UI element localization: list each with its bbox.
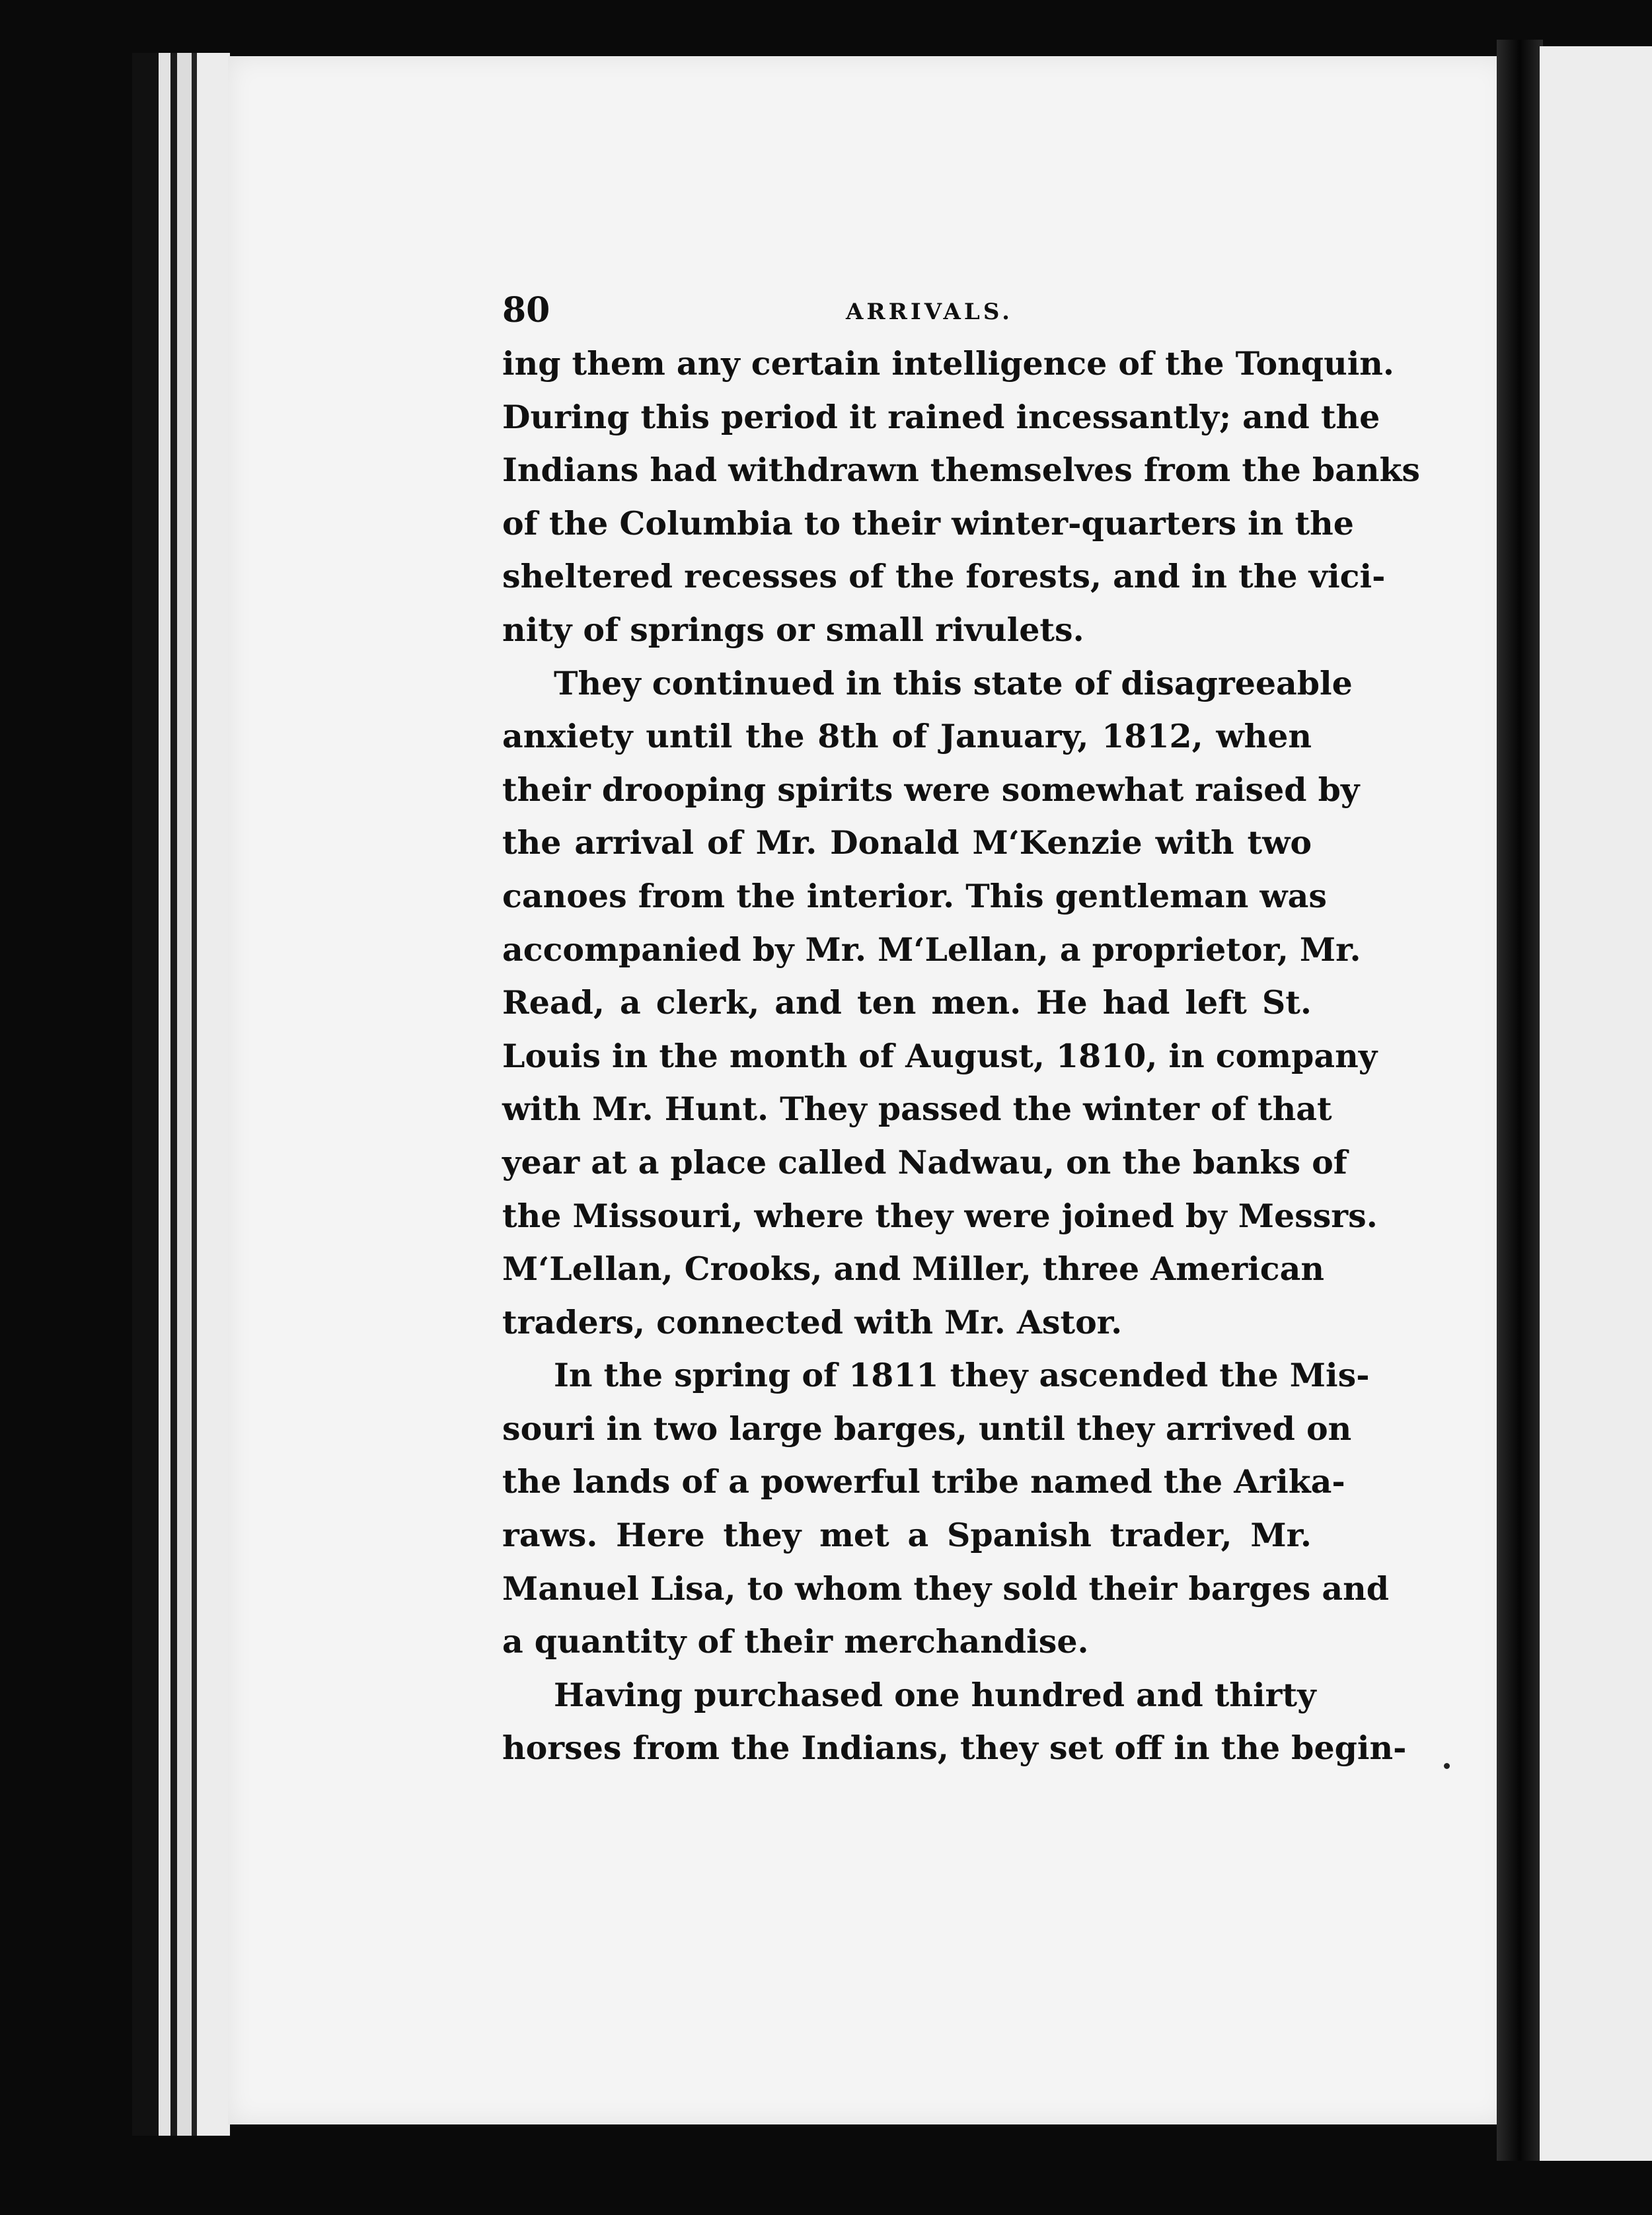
text-line: During this period it rained incessantly; and the xyxy=(502,397,1380,436)
text-line: sheltered recesses of the forests, and in the vici- xyxy=(502,557,1386,596)
page-text-block xyxy=(502,284,1420,1775)
paragraph xyxy=(502,1669,1407,1775)
text-line: In the spring of 1811 they ascended the Mis- xyxy=(554,1356,1370,1395)
text-line: ing them any certain intelligence of the Tonquin. xyxy=(502,344,1394,383)
text-line: anxiety until the 8th of January, 1812, when xyxy=(502,717,1312,756)
text-line: souri in two large barges, until they arrived on xyxy=(502,1409,1352,1448)
text-line: horses from the Indians, they set off in the begin- xyxy=(502,1729,1407,1768)
paragraph xyxy=(502,1349,1390,1669)
paragraph xyxy=(502,337,1420,657)
text-line: accompanied by Mr. M‘Lellan, a proprietor, Mr. xyxy=(502,930,1361,969)
page-edge xyxy=(177,53,192,2136)
ink-speck xyxy=(1444,1763,1450,1769)
text-line: of the Columbia to their winter-quarters in the xyxy=(502,504,1354,543)
text-line: traders, connected with Mr. Astor. xyxy=(502,1302,1123,1341)
page-edge-gap xyxy=(170,53,177,2136)
paragraph xyxy=(502,657,1378,1349)
text-line: the arrival of Mr. Donald M‘Kenzie with two xyxy=(502,823,1312,862)
page-number: 80 xyxy=(502,290,550,330)
text-line: nity of springs or small rivulets. xyxy=(502,610,1084,649)
text-line: canoes from the interior. This gentleman was xyxy=(502,876,1327,915)
page-edge-gap xyxy=(192,53,197,2136)
text-line: Read, a clerk, and ten men. He had left St. xyxy=(502,983,1312,1022)
binding-shadow xyxy=(132,53,159,2136)
text-line: their drooping spirits were somewhat raised by xyxy=(502,770,1360,809)
text-line: the lands of a powerful tribe named the Arika- xyxy=(502,1462,1345,1501)
text-line: Louis in the month of August, 1810, in company xyxy=(502,1036,1378,1075)
book-gutter xyxy=(1497,40,1543,2161)
text-line: M‘Lellan, Crooks, and Miller, three American xyxy=(502,1250,1324,1289)
text-line: Manuel Lisa, to whom they sold their barges and xyxy=(502,1569,1390,1608)
running-head xyxy=(502,284,1312,337)
page-edge xyxy=(159,53,170,2136)
page-edge xyxy=(197,53,230,2136)
text-line: year at a place called Nadwau, on the banks of xyxy=(502,1143,1347,1182)
text-line: They continued in this state of disagreeable xyxy=(554,663,1353,702)
text-line: the Missouri, where they were joined by Messrs. xyxy=(502,1196,1378,1235)
running-title: ARRIVALS. xyxy=(846,299,1014,325)
text-line: with Mr. Hunt. They passed the winter of that xyxy=(502,1090,1332,1129)
text-line: a quantity of their merchandise. xyxy=(502,1622,1089,1661)
facing-page-sliver xyxy=(1540,46,1652,2161)
body-text xyxy=(502,337,1420,1775)
text-line: Having purchased one hundred and thirty xyxy=(554,1675,1316,1714)
text-line: raws. Here they met a Spanish trader, Mr. xyxy=(502,1516,1312,1555)
text-line: Indians had withdrawn themselves from the banks xyxy=(502,451,1420,490)
